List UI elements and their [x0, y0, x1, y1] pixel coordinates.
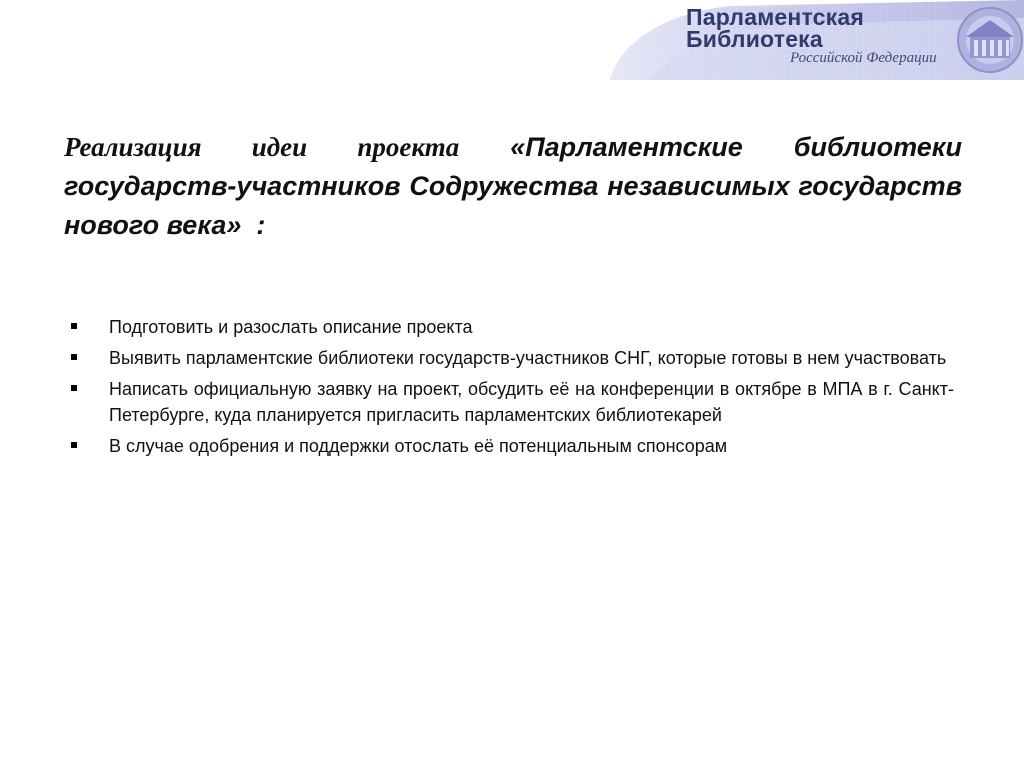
bullet-item	[68, 314, 954, 340]
square-bullet-icon	[71, 323, 77, 329]
bullet-text: Выявить парламентские библиотеки государств-участников СНГ, которые готовы в нем участвовать	[109, 348, 947, 368]
square-bullet-icon	[71, 354, 77, 360]
logo-title-line2: Библиотека	[686, 26, 823, 52]
bullet-text: В случае одобрения и поддержки отослать её потенциальным спонсорам	[109, 436, 728, 456]
bullet-item	[68, 376, 954, 428]
slide-title-colon: :	[241, 210, 266, 240]
logo-title-line1: Парламентская	[686, 4, 864, 30]
bullet-text: Подготовить и разослать описание проекта	[109, 317, 473, 337]
logo-subtitle: Российской Федерации	[790, 50, 937, 66]
bullet-item	[68, 345, 954, 371]
square-bullet-icon	[71, 442, 77, 448]
square-bullet-icon	[71, 385, 77, 391]
building-emblem	[958, 8, 1022, 72]
slide-title	[64, 128, 962, 245]
bullet-text: Написать официальную заявку на проект, обсудить её на конференции в октябре в МПА в г. Санкт-Петербурге, куда планируется пригласить парламентских библиотекарей	[109, 379, 954, 425]
bullet-item	[68, 433, 954, 459]
slide-title-project-name: «Парламентские библиотеки государств-участников Содружества независимых государств нового века»	[64, 132, 962, 240]
slide-title-lead: Реализация идеи проекта	[64, 132, 460, 162]
bullet-list	[68, 314, 954, 464]
